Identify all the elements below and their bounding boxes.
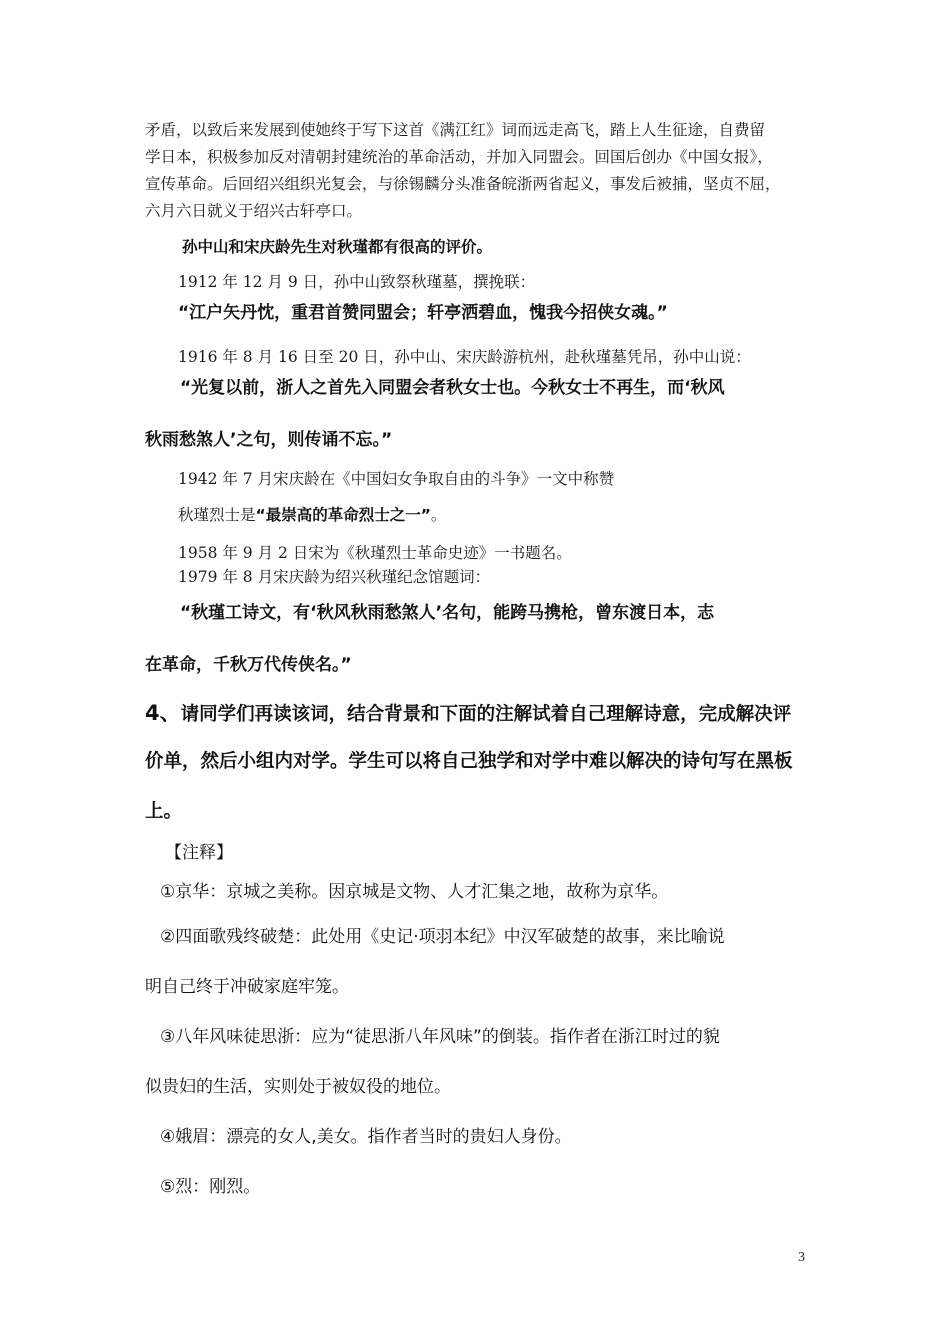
- evaluation-2-quote-line-1: “光复以前，浙人之首先入同盟会者秋女士也。今秋女士不再生，而‘秋风: [180, 378, 725, 398]
- evaluation-2-date: 1916 年 8 月 16 日至 20 日，孙中山、宋庆龄游杭州，赴秋瑾墓凭吊，孙中山说：: [178, 348, 751, 366]
- evaluation-3-suffix: 。: [430, 506, 447, 524]
- evaluation-3-sentence: [178, 503, 446, 525]
- note-4: ④娥眉：漂亮的女人,美女。指作者当时的贵妇人身份。: [160, 1127, 572, 1147]
- evaluation-4: 1958 年 9 月 2 日宋为《秋瑾烈士革命史迹》一书题名。: [178, 544, 572, 562]
- task-line-3: 上。: [145, 801, 183, 822]
- page-number: 3: [798, 1250, 805, 1265]
- task-line-1: [145, 697, 791, 727]
- intro-line-2: 学日本，积极参加反对清朝封建统治的革命活动，并加入同盟会。回国后创办《中国女报》，: [145, 148, 773, 166]
- evaluation-1-quote: “江户矢丹忱，重君首赞同盟会；轩亭洒碧血，愧我今招侠女魂。”: [178, 303, 668, 323]
- note-3-line-2: 似贵妇的生活，实则处于被奴役的地位。: [145, 1077, 451, 1097]
- evaluation-3-quote: “最崇高的革命烈士之一”: [255, 506, 431, 524]
- evaluation-3-prefix: 秋瑾烈士是: [178, 506, 256, 524]
- evaluation-1-date: 1912 年 12 月 9 日，孙中山致祭秋瑾墓，撰挽联：: [178, 273, 536, 291]
- note-1: ①京华：京城之美称。因京城是文物、人才汇集之地，故称为京华。: [160, 882, 669, 902]
- evaluation-5-quote-line-1: “秋瑾工诗文，有‘秋风秋雨愁煞人’名句，能跨马携枪，曾东渡日本，志: [180, 603, 715, 623]
- evaluation-5-quote-line-2: 在革命，千秋万代传侠名。”: [145, 655, 352, 675]
- intro-line-3: 宣传革命。后回绍兴组织光复会，与徐锡麟分头准备皖浙两省起义，事发后被捕，坚贞不屈，: [145, 175, 781, 193]
- notes-heading: 【注释】: [165, 843, 233, 863]
- intro-line-1: 矛盾，以致后来发展到使她终于写下这首《满江红》词而远走高飞，踏上人生征途，自费留: [145, 121, 766, 139]
- note-5: ⑤烈：刚烈。: [160, 1177, 261, 1197]
- task-line-1-text: 请同学们再读该词，结合背景和下面的注解试着自己理解诗意，完成解决评: [180, 704, 792, 725]
- task-line-2: 价单，然后小组内对学。学生可以将自己独学和对学中难以解决的诗句写在黑板: [145, 751, 793, 772]
- note-2-line-2: 明自己终于冲破家庭牢笼。: [145, 977, 349, 997]
- note-2-line-1: ②四面歌残终破楚：此处用《史记·项羽本纪》中汉军破楚的故事，来比喻说: [160, 927, 725, 947]
- evaluation-5-date: 1979 年 8 月宋庆龄为绍兴秋瑾纪念馆题词：: [178, 568, 491, 586]
- evaluations-heading: 孙中山和宋庆龄先生对秋瑾都有很高的评价。: [182, 238, 493, 256]
- evaluation-2-quote-line-2: 秋雨愁煞人’之句，则传诵不忘。”: [145, 430, 393, 450]
- note-3-line-1: ③八年风味徒思浙：应为“徒思浙八年风味”的倒装。指作者在浙江时过的貌: [160, 1027, 720, 1047]
- evaluation-3-date: 1942 年 7 月宋庆龄在《中国妇女争取自由的斗争》一文中称赞: [178, 470, 615, 488]
- intro-line-4: 六月六日就义于绍兴古轩亭口。: [145, 202, 363, 220]
- task-number: 4、: [145, 701, 181, 725]
